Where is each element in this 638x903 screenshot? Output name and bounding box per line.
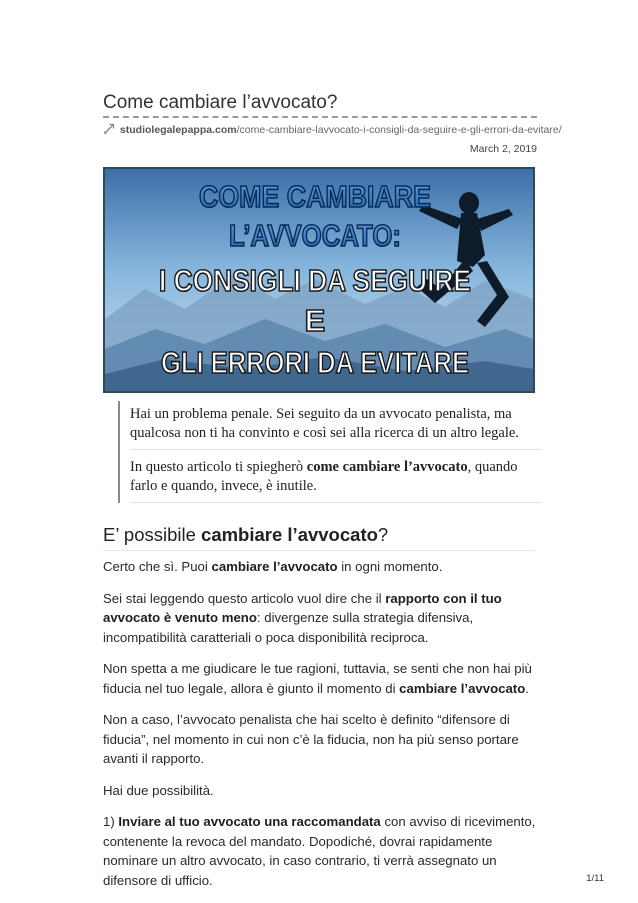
source-path[interactable]: /come-cambiare-lavvocato-i-consigli-da-seguire-e-gli-errori-da-evitare/ [236, 124, 562, 136]
body-paragraph-1 [103, 557, 543, 577]
body-paragraph-6 [103, 812, 543, 890]
heading-end: ? [377, 524, 389, 545]
title-divider [103, 116, 537, 118]
heading-bold: cambiare l’avvocato [201, 524, 378, 545]
body-paragraph-4: Non a caso, l’avvocato penalista che hai scelto è definito “difensore di fiducia”, nel momento in cui non c’è la fiducia, non ha più senso portare avanti il rapporto. [103, 712, 519, 766]
p2-bold: rapporto con il tuo avvocato è venuto meno [103, 590, 502, 625]
body-paragraph-3 [103, 659, 543, 698]
intro-quote [118, 401, 542, 503]
p6-bold: Inviare al tuo avvocato una raccomandata [118, 814, 381, 829]
p2-end: : divergenze sulla strategia difensiva, incompatibilità caratteriali o poca disponibilità reciproca. [103, 610, 474, 645]
body-paragraph-5: Hai due possibilità. [103, 782, 214, 798]
p3-bold: cambiare l’avvocato [399, 680, 526, 696]
hero-image [103, 167, 535, 393]
p6-start: 1) [103, 814, 119, 829]
source-link[interactable] [103, 123, 562, 136]
p2-start: Sei stai leggendo questo articolo vuol dire che il [103, 590, 386, 606]
publish-date: March 2, 2019 [469, 143, 537, 155]
p6-end: con avviso di ricevimento, contenente la revoca del mandato. Dopodiché, dovrai rapidamente nominare un altro avvocato, in caso contrario, ti verrà assegnato un difensore di ufficio. [103, 814, 536, 888]
hero-line-5: GLI ERRORI DA EVITARE [161, 345, 469, 380]
p3-end: . [525, 680, 529, 696]
article-title: Come cambiare l’avvocato? [103, 92, 338, 113]
intro-paragraph-2 [130, 450, 542, 503]
p3-start: Non spetta a me giudicare le tue ragioni, tuttavia, se senti che non hai più fiducia nel tuo legale, allora è giunto il momento di [103, 661, 532, 696]
hero-line-3: I CONSIGLI DA SEGUIRE [159, 263, 471, 298]
page-number: 1/11 [586, 873, 604, 884]
body-paragraph-2 [103, 589, 543, 648]
hero-line-2: L’AVVOCATO: [229, 218, 401, 253]
section-heading [103, 524, 535, 551]
article-body [103, 557, 543, 902]
p1-bold: cambiare l’avvocato [211, 559, 338, 574]
hero-line-4: E [304, 303, 326, 338]
intro-p2-bold: come cambiare l’avvocato [306, 459, 468, 475]
link-icon [103, 123, 115, 135]
intro-paragraph-1: Hai un problema penale. Sei seguito da un avvocato penalista, ma qualcosa non ti ha convinto e così sei alla ricerca di un altro legale. [130, 401, 542, 450]
hero-line-1: COME CAMBIARE [199, 179, 431, 214]
heading-start: E’ possibile [103, 524, 202, 545]
intro-p2-start: In questo articolo ti spiegherò [130, 459, 307, 475]
p1-end: in ogni momento. [337, 559, 443, 574]
p1-start: Certo che sì. Puoi [103, 559, 212, 574]
source-domain[interactable]: studiolegalepappa.com [119, 124, 237, 136]
intro-p2-end: , quando farlo e quando, invece, è inutile. [130, 459, 518, 494]
